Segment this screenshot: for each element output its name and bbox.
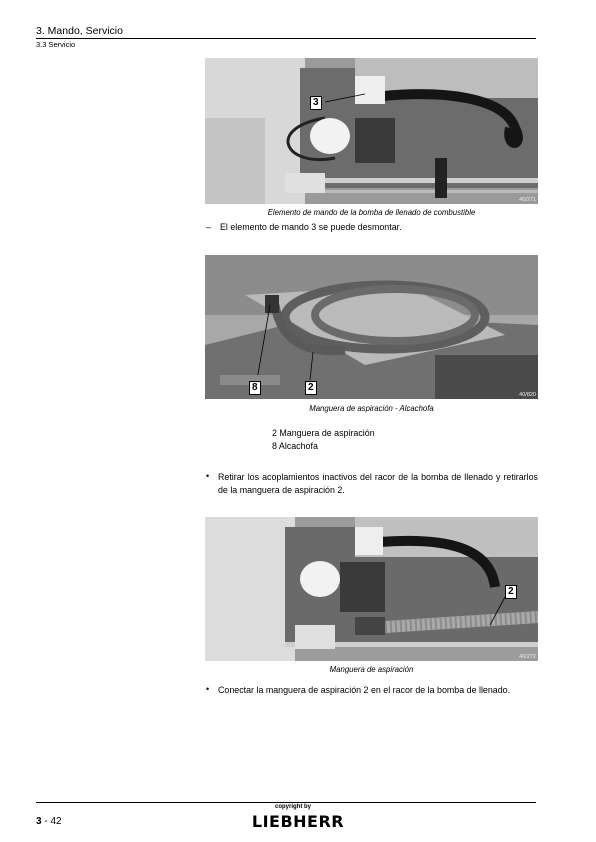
page-number: 3 - 42 [36,816,62,827]
photo-fuel-pump-control [205,58,538,204]
section-title: 3.3 Servicio [36,40,76,49]
copyright-text: copyright by [275,804,312,810]
callout-2: 2 [305,381,317,395]
bullet-marker: • [206,684,210,694]
footer-rule [36,802,536,803]
bullet-text: Conectar la manguera de aspiración 2 en el racor de la bomba de llenado. [218,685,511,695]
callout-2: 2 [505,585,517,599]
legend-item: 8 Alcachofa [272,440,318,451]
chapter-title: 3. Mando, Servicio [36,25,123,37]
liebherr-logo [246,812,350,835]
photo-suction-hose [205,255,538,399]
figure-code: 40/271 [519,197,536,203]
step-text: El elemento de mando 3 se puede desmontar. [220,222,402,232]
header-rule [36,38,536,39]
legend-item: 2 Manguera de aspiración [272,428,375,438]
bullet-marker: • [206,471,210,481]
bullet-text: Retirar los acoplamientos inactivos del racor de la bomba de llenado y retirarlos de la manguera de aspiración 2. [218,472,538,495]
figure-caption-2: Manguera de aspiración - Alcachofa [309,404,434,413]
photo-suction-hose-connected [205,517,538,661]
callout-8: 8 [249,381,261,395]
figure-caption-1: Elemento de mando de la bomba de llenado de combustible [267,208,476,217]
figure-code: 40/272 [519,654,536,660]
legend [272,427,375,453]
dash-marker: – [206,222,211,232]
figure-caption-3: Manguera de aspiración [329,665,414,674]
svg-text:LIEBHERR: LIEBHERR [251,812,345,830]
callout-3: 3 [310,96,322,110]
figure-code: 40/820 [519,392,536,398]
